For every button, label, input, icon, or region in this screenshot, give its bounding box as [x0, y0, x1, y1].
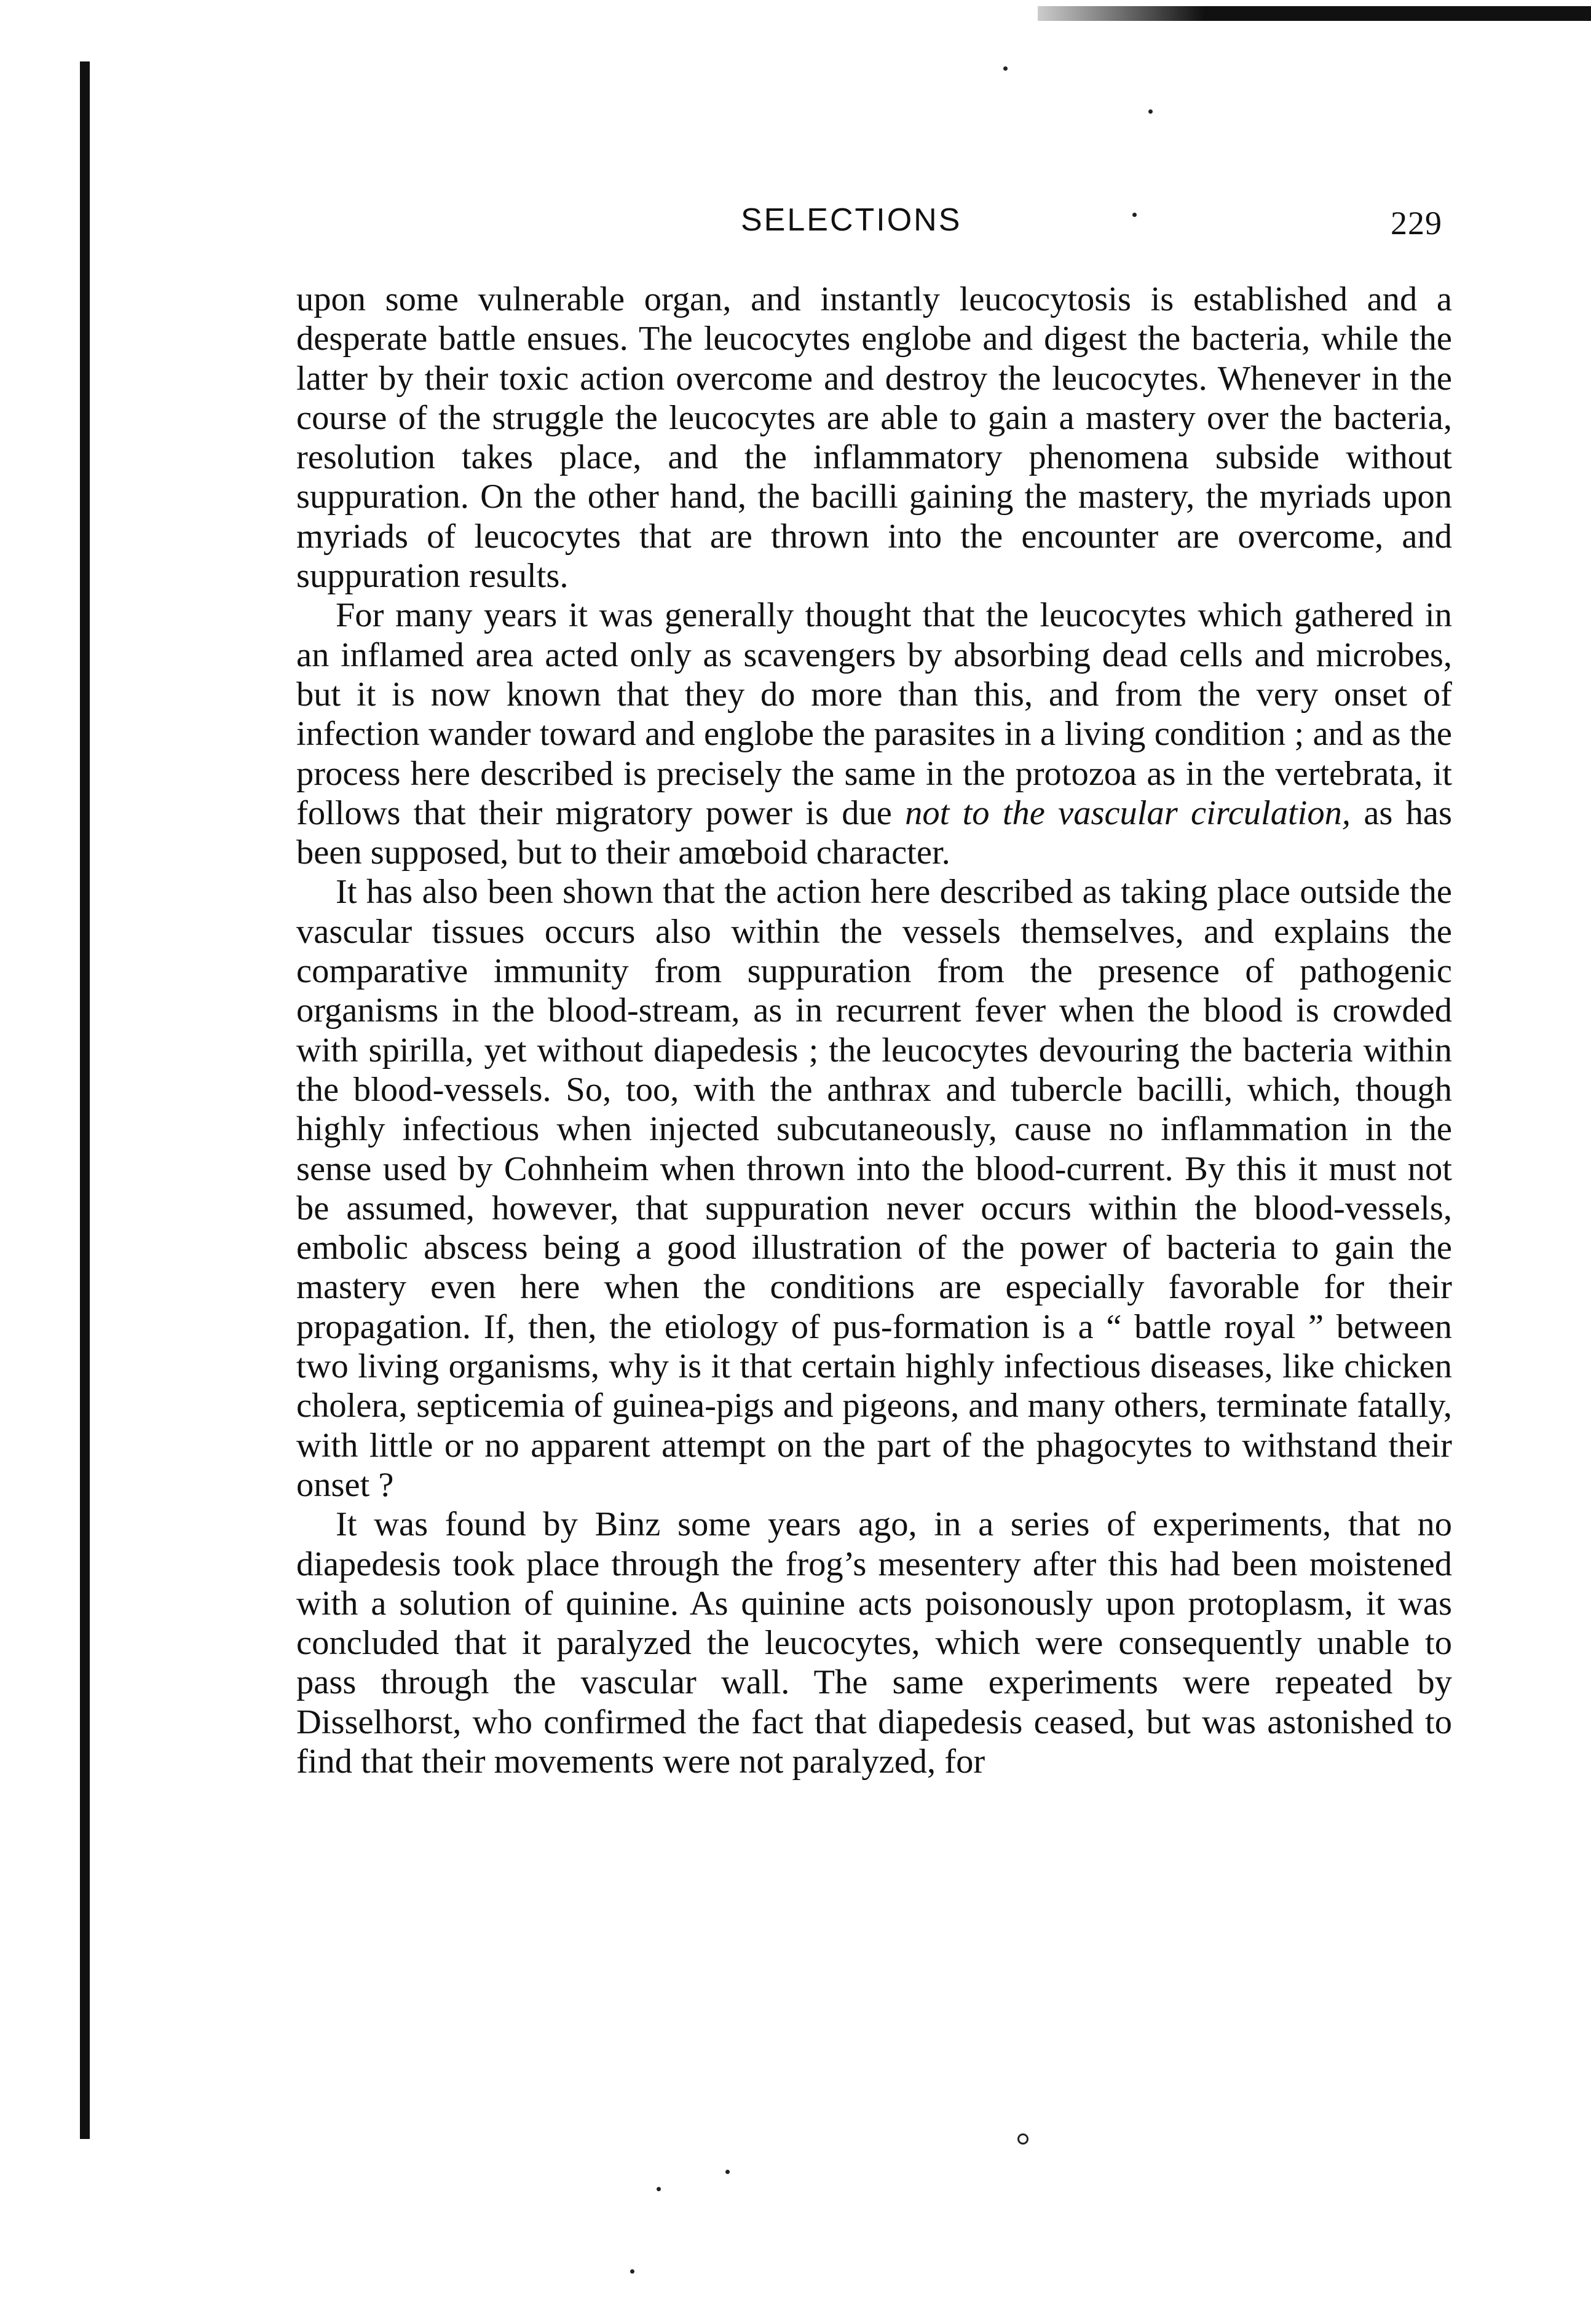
page-number: 229 [1391, 205, 1442, 242]
paragraph [296, 280, 1452, 596]
text-run: as has been supposed, but to their amœboid character. [296, 794, 1452, 872]
running-title: SELECTIONS [741, 202, 962, 238]
text-run: For many years it was generally thought that the leucocytes which gathered in an inflamed area acted only as scavengers by absorbing dead cells and microbes, but it is now known that they do more than this, and from the very onset of infection wander toward and englobe the parasites in a living condition ; and as the process here described is precisely the same in the protozoa as in the vertebrata, it follows that their migratory power is due [296, 596, 1452, 832]
paragraph [296, 1505, 1452, 1781]
scan-speck [1003, 66, 1008, 71]
italic-text: not to the vascular circulation, [905, 794, 1351, 832]
scan-edge-left [80, 61, 90, 2139]
scan-edge-top [1038, 6, 1591, 21]
scan-speck [1017, 2133, 1028, 2145]
scan-speck [630, 2269, 634, 2274]
scan-speck [1132, 213, 1137, 217]
page-body [296, 280, 1452, 1781]
scan-speck [1148, 109, 1153, 114]
text-run: It was found by Binz some years ago, in a series of experiments, that no diapedesis took place through the frog’s mesentery after this had been moistened with a solution of quinine. As quinine acts poisonously upon protoplasm, it was concluded that it paralyzed the leucocytes, which were consequently unable to pass through the vascular wall. The same experiments were repeated by Disselhorst, who confirmed the fact that diapedesis ceased, but was astonished to find that their movements were not paralyzed, for [296, 1505, 1452, 1781]
scan-speck [725, 2170, 730, 2174]
paragraph [296, 872, 1452, 1505]
text-run: upon some vulnerable organ, and instantly leucocytosis is established and a desperate battle ensues. The leucocytes englobe and digest the bacteria, while the latter by their toxic action overcome and destroy the leucocytes. Whenever in the course of the struggle the leucocytes are able to gain a mastery over the bacteria, resolution takes place, and the inflammatory phenomena subside without suppuration. On the other hand, the bacilli gaining the mastery, the myriads upon myriads of leucocytes that are thrown into the encounter are overcome, and suppuration results. [296, 280, 1452, 596]
paragraph [296, 596, 1452, 872]
text-run: It has also been shown that the action here described as taking place outside the vascular tissues occurs also within the vessels themselves, and explains the comparative immunity from suppuration from the presence of pathogenic organisms in the blood-stream, as in recurrent fever when the blood is crowded with spirilla, yet without diapedesis ; the leucocytes devouring the bacteria within the blood-vessels. So, too, with the anthrax and tubercle bacilli, which, though highly infectious when injected subcutaneously, cause no inflammation in the sense used by Cohnheim when thrown into the blood-current. By this it must not be assumed, however, that suppuration never occurs within the blood-vessels, embolic abscess being a good illustration of the power of bacteria to gain the mastery even here when the conditions are especially favorable for their propagation. If, then, the etiology of pus-formation is a “ battle royal ” between two living organisms, why is it that certain highly infectious diseases, like chicken cholera, septicemia of guinea-pigs and pigeons, and many others, terminate fatally, with little or no apparent attempt on the part of the phagocytes to withstand their onset ? [296, 873, 1452, 1504]
scan-speck [657, 2187, 661, 2191]
